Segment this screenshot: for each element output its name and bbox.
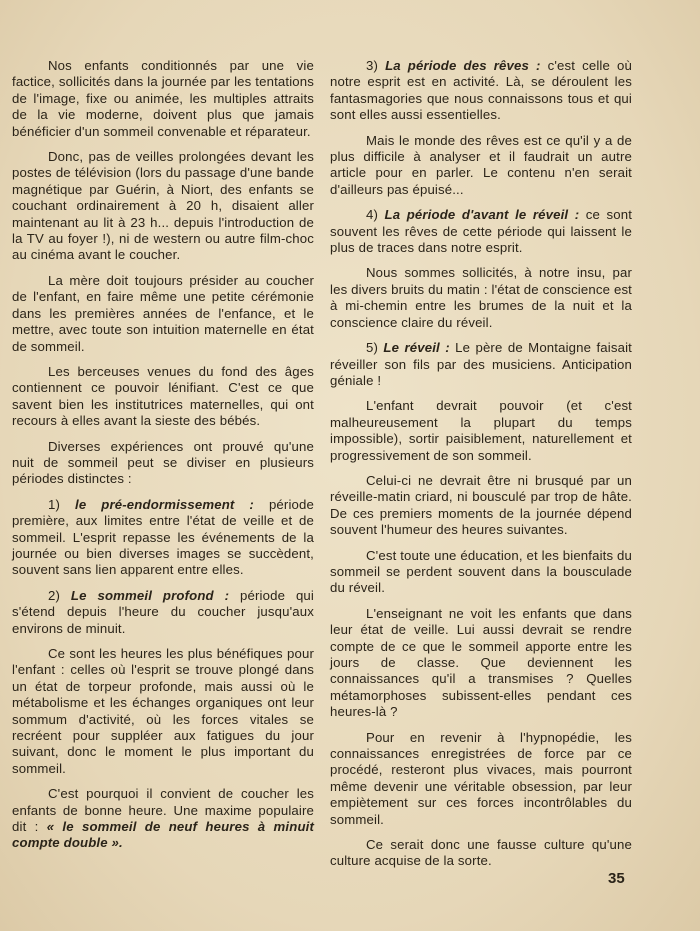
period-label: le pré-endormissement : bbox=[75, 496, 254, 512]
list-item-period-5 bbox=[330, 340, 632, 389]
list-item-period-1 bbox=[12, 497, 314, 579]
paragraph: Pour en revenir à l'hypnopédie, les connaissances enregistrées de force par ce procédé, resteront plus vivaces, mais pourront même devenir une véritable obsession, par leur empiètement sur ces forces incontrôlables du sommeil. bbox=[330, 729, 632, 827]
right-column bbox=[330, 58, 632, 879]
period-label: La période d'avant le réveil : bbox=[384, 207, 580, 223]
paragraph: La mère doit toujours présider au coucher de l'enfant, en faire même une petite cérémonie dans les premières années de l'enfance, et le mettre, avec toute son intuition maternelle en état de sommeil. bbox=[12, 272, 314, 354]
paragraph: Les berceuses venues du fond des âges contiennent ce pouvoir lénifiant. C'est ce que savent bien les institutrices maternelles, qui ont recours à elles avant la sieste des bébés. bbox=[12, 363, 314, 429]
left-column bbox=[12, 58, 314, 861]
page-number: 35 bbox=[608, 870, 625, 887]
item-number: 3) bbox=[366, 58, 386, 73]
paragraph: Ce serait donc une fausse culture qu'une culture acquise de la sorte. bbox=[330, 837, 632, 869]
item-number: 2) bbox=[48, 587, 71, 603]
paragraph: Donc, pas de veilles prolongées devant les postes de télévision (lors du passage d'une bande magnétique par Guérin, à Niort, des enfants se couchant ordinairement à 20 h, disaient aller maintenant au lit à 23 h... depuis l'introduction de la TV au foyer !), ni de western ou autre film-choc au cinéma avant le coucher. bbox=[12, 149, 314, 263]
paragraph: L'enseignant ne voit les enfants que dans leur état de veille. Lui aussi devrait se rendre compte de ce que le sommeil apporte entre les jours de classe. Que deviennent les connaissances qu'il a transmises ? Quelles métamorphoses subissent-elles pendant ces heures-là ? bbox=[330, 605, 632, 720]
item-number: 5) bbox=[366, 340, 384, 356]
period-text: Le père de Montaigne faisait réveiller son fils par des musiciens. Anticipation géniale ! bbox=[330, 340, 632, 388]
period-text: période première, aux limites entre l'état de veille et de sommeil. L'esprit repasse les événements de la journée ou bien diverses images se succèdent, souvent sans lien apparent entre elles. bbox=[12, 496, 314, 578]
list-item-period-2 bbox=[12, 588, 314, 637]
period-label: Le sommeil profond : bbox=[70, 587, 230, 603]
paragraph: Nos enfants conditionnés par une vie factice, sollicités dans la journée par les tentations de l'image, fixe ou animée, les multiples attraits de la vie moderne, doivent plus que jamais bénéficier d'un sommeil convenable et réparateur. bbox=[12, 58, 314, 139]
paragraph-maxim bbox=[12, 786, 314, 852]
item-number: 4) bbox=[366, 207, 385, 223]
paragraph: L'enfant devrait pouvoir (et c'est malheureusement la plupart du temps impossible), sortir paisiblement, naturellement et progressivement de son sommeil. bbox=[330, 398, 632, 463]
paragraph: Mais le monde des rêves est ce qu'il y a de plus difficile à analyser et il faudrait un autre article pour en parler. Le contenu n'en serait d'ailleurs pas épuisé... bbox=[330, 132, 632, 197]
paragraph: Celui-ci ne devrait être ni brusqué par un réveille-matin criard, ni bousculé par trop de hâte. De ces premiers moments de la journée dépend souvent l'humeur des heures suivantes. bbox=[330, 472, 632, 538]
period-text: période qui s'étend depuis l'heure du coucher jusqu'aux environs de minuit. bbox=[12, 587, 314, 636]
period-label: Le réveil : bbox=[383, 340, 450, 356]
item-number: 1) bbox=[48, 496, 76, 512]
period-text: ce sont souvent les rêves de cette période qui laissent le plus de traces dans notre esprit. bbox=[330, 207, 633, 256]
paragraph: Diverses expériences ont prouvé qu'une nuit de sommeil peut se diviser en plusieurs périodes distinctes : bbox=[12, 438, 314, 487]
paragraph: Ce sont les heures les plus bénéfiques pour l'enfant : celles où l'esprit se trouve plongé dans un état de torpeur profonde, mais aussi où le métabolisme et les échanges organiques ont leur sommum d'activité, où les forces vitales se recréent pour suppléer aux fatigues du jour suivant, donc le moment le plus important du sommeil. bbox=[12, 646, 314, 776]
period-text: c'est celle où notre esprit est en activité. Là, se déroulent les fantasmagories que nous connaissons tous et qui sont elles aussi essentielles. bbox=[330, 58, 632, 123]
maxim-quote: « le sommeil de neuf heures à minuit compte double ». bbox=[12, 819, 314, 851]
paragraph: Nous sommes sollicités, à notre insu, par les divers bruits du matin : l'état de conscience est à mi-chemin entre les brumes de la nuit et la conscience claire du réveil. bbox=[330, 265, 632, 330]
list-item-period-3 bbox=[330, 58, 632, 124]
list-item-period-4 bbox=[330, 207, 632, 256]
paragraph: C'est toute une éducation, et les bienfaits du sommeil se perdent souvent dans la bousculade du réveil. bbox=[330, 547, 633, 596]
paragraph-text: C'est pourquoi il convient de coucher les enfants de bonne heure. Une maxime populaire dit : bbox=[12, 786, 314, 835]
period-label: La période des rêves : bbox=[385, 58, 541, 73]
